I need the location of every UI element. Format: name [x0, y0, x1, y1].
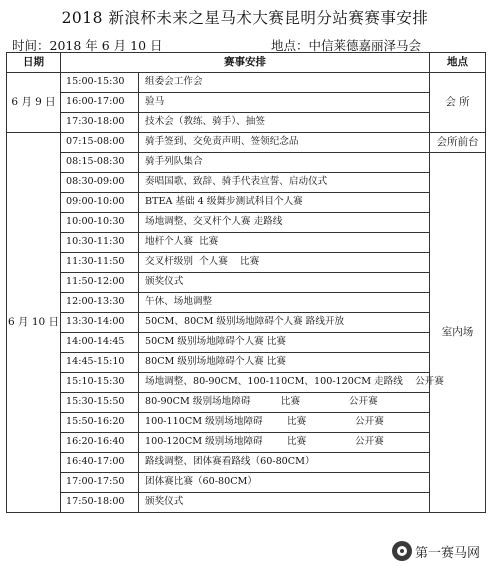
item-cell: 80CM 级别场地障碍个人赛 比赛	[139, 353, 430, 373]
item-cell: 颁奖仪式	[139, 273, 430, 293]
item-cell: BTEA 基础 4 级舞步测试科目个人赛	[139, 193, 430, 213]
item-cell: 午休、场地调整	[139, 293, 430, 313]
time-cell: 15:00-15:30	[61, 73, 139, 93]
event-date: 时间：2018 年 6 月 10 日	[12, 38, 163, 53]
item-cell: 100-120CM 级别场地障碍 比赛 公开赛	[139, 433, 430, 453]
header-location: 地点	[430, 53, 486, 73]
item-cell: 骑手列队集合	[139, 153, 430, 173]
item-cell: 奏唱国歌、致辞、骑手代表宣誓、启动仪式	[139, 173, 430, 193]
table-row	[7, 193, 486, 213]
item-cell: 地杆个人赛 比赛	[139, 233, 430, 253]
date-cell-june-10: 6 月 10 日	[7, 133, 61, 513]
table-row	[7, 433, 486, 453]
item-cell: 场地调整、交叉杆个人赛 走路线	[139, 213, 430, 233]
time-cell: 16:20-16:40	[61, 433, 139, 453]
time-cell: 17:50-18:00	[61, 493, 139, 513]
time-cell: 17:00-17:50	[61, 473, 139, 493]
event-venue: 地点：中信莱德嘉丽泽马会	[271, 38, 422, 53]
header-date: 日期	[7, 53, 61, 73]
item-cell: 技术会（教练、骑手）、抽签	[139, 113, 430, 133]
item-cell: 路线调整、团体赛看路线（60-80CM）	[139, 453, 430, 473]
time-cell: 14:00-14:45	[61, 333, 139, 353]
time-cell: 16:00-17:00	[61, 93, 139, 113]
table-row	[7, 493, 486, 513]
table-row	[7, 413, 486, 433]
time-cell: 13:30-14:00	[61, 313, 139, 333]
time-cell: 11:30-11:50	[61, 253, 139, 273]
table-row	[7, 333, 486, 353]
item-cell: 50CM 级别场地障碍个人赛 比赛	[139, 333, 430, 353]
time-cell: 07:15-08:00	[61, 133, 139, 153]
table-row	[7, 313, 486, 333]
table-row	[7, 473, 486, 493]
table-row	[7, 373, 486, 393]
item-cell: 团体赛比赛（60-80CM）	[139, 473, 430, 493]
location-cell-front-desk: 会所前台	[430, 133, 486, 153]
time-cell: 10:00-10:30	[61, 213, 139, 233]
item-cell: 80-90CM 级别场地障碍 比赛 公开赛	[139, 393, 430, 413]
time-cell: 08:15-08:30	[61, 153, 139, 173]
table-row	[7, 153, 486, 173]
table-header-row	[7, 53, 486, 73]
location-cell-indoor-arena: 室内场	[430, 153, 486, 513]
header-schedule: 赛事安排	[61, 53, 430, 73]
time-cell: 12:00-13:30	[61, 293, 139, 313]
table-row	[7, 273, 486, 293]
document-title: 2018 新浪杯未来之星马术大赛昆明分站赛赛事安排	[61, 9, 429, 27]
location-cell-clubhouse: 会 所	[430, 73, 486, 133]
time-cell: 16:40-17:00	[61, 453, 139, 473]
table-row	[7, 253, 486, 273]
item-cell: 骑手签到、交免责声明、签领纪念品	[139, 133, 430, 153]
item-cell: 颁奖仪式	[139, 493, 430, 513]
watermark-text: 第一赛马网	[414, 545, 480, 561]
schedule-body	[7, 73, 486, 513]
table-row	[7, 353, 486, 373]
table-row	[7, 293, 486, 313]
time-cell: 11:50-12:00	[61, 273, 139, 293]
item-cell: 场地调整、80-90CM、100-110CM、100-120CM 走路线 公开赛	[139, 373, 430, 393]
time-cell: 15:50-16:20	[61, 413, 139, 433]
time-cell: 15:30-15:50	[61, 393, 139, 413]
item-cell: 50CM、80CM 级别场地障碍个人赛 路线开放	[139, 313, 430, 333]
item-cell: 100-110CM 级别场地障碍 比赛 公开赛	[139, 413, 430, 433]
time-cell: 10:30-11:30	[61, 233, 139, 253]
item-cell: 交叉杆级别 个人赛 比赛	[139, 253, 430, 273]
table-row	[7, 93, 486, 113]
watermark	[392, 541, 480, 561]
time-cell: 17:30-18:00	[61, 113, 139, 133]
time-cell: 08:30-09:00	[61, 173, 139, 193]
table-row	[7, 453, 486, 473]
table-row	[7, 73, 486, 93]
table-row	[7, 213, 486, 233]
date-cell-june-9: 6 月 9 日	[7, 73, 61, 133]
time-cell: 09:00-10:00	[61, 193, 139, 213]
table-row	[7, 233, 486, 253]
watermark-logo-icon	[392, 541, 412, 561]
time-cell: 15:10-15:30	[61, 373, 139, 393]
time-cell: 14:45-15:10	[61, 353, 139, 373]
item-cell: 验马	[139, 93, 430, 113]
table-row	[7, 393, 486, 413]
schedule-table	[6, 52, 486, 513]
item-cell: 组委会工作会	[139, 73, 430, 93]
table-row	[7, 173, 486, 193]
table-row	[7, 113, 486, 133]
table-row	[7, 133, 486, 153]
